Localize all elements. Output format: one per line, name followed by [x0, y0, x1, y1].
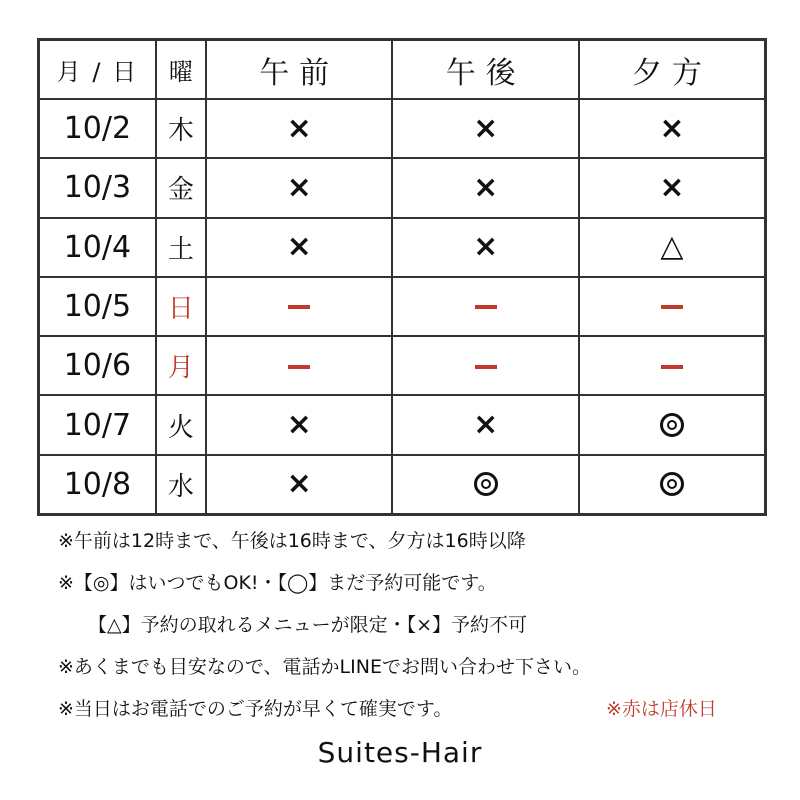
evening-slot-cell [579, 455, 766, 515]
table-row [39, 218, 766, 277]
limited-triangle-icon: △ [660, 229, 684, 265]
available-double-circle-icon [474, 472, 498, 496]
brand-name: Suites-Hair [317, 736, 483, 769]
evening-slot-cell [579, 158, 766, 217]
afternoon-slot-cell [392, 277, 579, 336]
date-cell: 10/7 [39, 395, 156, 454]
available-double-circle-icon [660, 413, 684, 437]
morning-slot-cell [206, 395, 393, 454]
closed-dash-icon [288, 365, 310, 369]
day-of-week-cell: 金 [156, 158, 206, 217]
header-date: 月 / 日 [39, 40, 156, 100]
table-row [39, 455, 766, 515]
available-double-circle-icon [660, 472, 684, 496]
note-hours: ※午前は12時まで、午後は16時まで、夕方は16時以降 [58, 530, 526, 552]
header-row [39, 40, 766, 100]
table-body [39, 99, 766, 515]
availability-table [37, 38, 767, 516]
day-of-week-cell: 日 [156, 277, 206, 336]
day-of-week-cell: 月 [156, 336, 206, 395]
date-cell: 10/6 [39, 336, 156, 395]
closed-dash-icon [661, 305, 683, 309]
afternoon-slot-cell [392, 158, 579, 217]
unavailable-cross-icon: × [286, 169, 312, 205]
table-row [39, 158, 766, 217]
afternoon-slot-cell [392, 455, 579, 515]
table-row [39, 99, 766, 158]
date-cell: 10/4 [39, 218, 156, 277]
note-contact: ※あくまでも目安なので、電話かLINEでお問い合わせ下さい。 [58, 656, 591, 678]
closed-dash-icon [475, 305, 497, 309]
note-same-day: ※当日はお電話でのご予約が早くて確実です。 [58, 698, 453, 720]
evening-slot-cell [579, 395, 766, 454]
morning-slot-cell [206, 158, 393, 217]
note-holiday-legend: ※赤は店休日 [606, 698, 717, 720]
evening-slot-cell [579, 277, 766, 336]
unavailable-cross-icon: × [473, 110, 499, 146]
date-cell: 10/3 [39, 158, 156, 217]
morning-slot-cell [206, 99, 393, 158]
note-legend-ok: ※【◎】はいつでもOK!・【◯】まだ予約可能です。 [58, 572, 497, 594]
unavailable-cross-icon: × [659, 110, 685, 146]
unavailable-cross-icon: × [286, 229, 312, 265]
date-cell: 10/8 [39, 455, 156, 515]
header-evening: 夕方 [579, 40, 766, 100]
day-of-week-cell: 木 [156, 99, 206, 158]
evening-slot-cell [579, 218, 766, 277]
unavailable-cross-icon: × [286, 466, 312, 502]
table-row [39, 336, 766, 395]
morning-slot-cell [206, 218, 393, 277]
header-afternoon: 午後 [392, 40, 579, 100]
day-of-week-cell: 土 [156, 218, 206, 277]
unavailable-cross-icon: × [473, 169, 499, 205]
table-row [39, 395, 766, 454]
note-legend-limited: 【△】予約の取れるメニューが限定・【×】予約不可 [88, 614, 528, 636]
afternoon-slot-cell [392, 395, 579, 454]
evening-slot-cell [579, 336, 766, 395]
evening-slot-cell [579, 99, 766, 158]
header-day-of-week: 曜 [156, 40, 206, 100]
morning-slot-cell [206, 336, 393, 395]
unavailable-cross-icon: × [659, 169, 685, 205]
afternoon-slot-cell [392, 218, 579, 277]
afternoon-slot-cell [392, 99, 579, 158]
closed-dash-icon [661, 365, 683, 369]
morning-slot-cell [206, 277, 393, 336]
date-cell: 10/5 [39, 277, 156, 336]
closed-dash-icon [475, 365, 497, 369]
unavailable-cross-icon: × [473, 407, 499, 443]
afternoon-slot-cell [392, 336, 579, 395]
unavailable-cross-icon: × [286, 407, 312, 443]
table-row [39, 277, 766, 336]
day-of-week-cell: 水 [156, 455, 206, 515]
closed-dash-icon [288, 305, 310, 309]
morning-slot-cell [206, 455, 393, 515]
unavailable-cross-icon: × [473, 229, 499, 265]
day-of-week-cell: 火 [156, 395, 206, 454]
date-cell: 10/2 [39, 99, 156, 158]
unavailable-cross-icon: × [286, 110, 312, 146]
header-morning: 午前 [206, 40, 393, 100]
